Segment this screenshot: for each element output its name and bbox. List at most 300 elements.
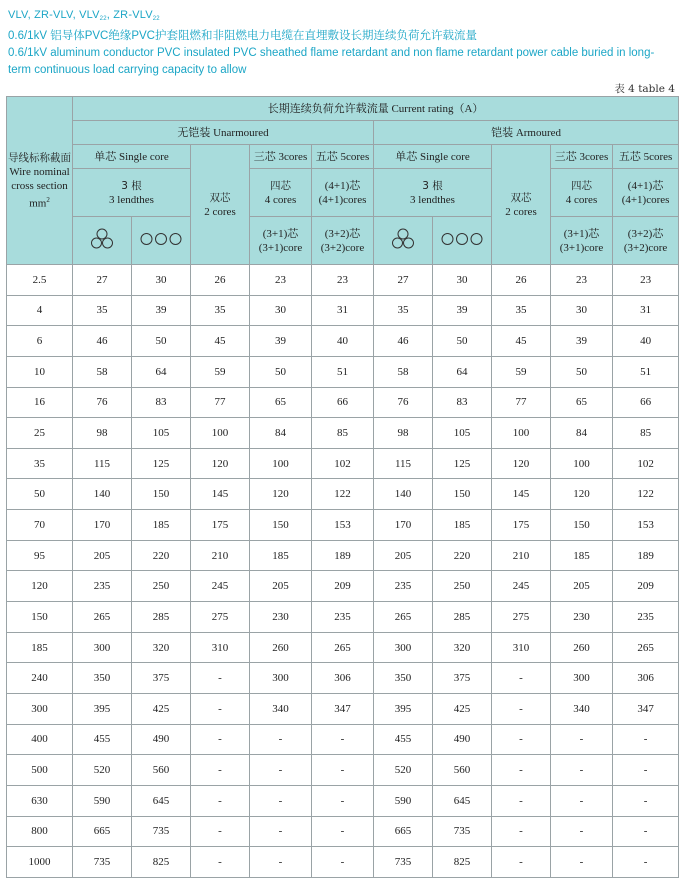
current-value-cell: 205 [374, 540, 433, 571]
table-row [7, 816, 679, 847]
current-value-cell: 189 [613, 540, 679, 571]
current-value-cell: 105 [433, 418, 492, 449]
trefoil-cables-icon [73, 217, 132, 265]
four-cores-cn: 四芯 [571, 179, 592, 192]
current-value-cell: 35 [492, 295, 551, 326]
table-row [7, 602, 679, 633]
current-value-cell: 300 [374, 632, 433, 663]
three-lengths-header [73, 169, 191, 217]
current-value-cell: - [551, 785, 613, 816]
current-value-cell: 30 [433, 265, 492, 296]
current-value-cell: 560 [132, 755, 191, 786]
table-row [7, 418, 679, 449]
cross-section-cell: 185 [7, 632, 73, 663]
three-plus-two-en: (3+2)core [623, 241, 668, 254]
current-value-cell: - [613, 847, 679, 878]
current-value-cell: 153 [312, 510, 374, 541]
current-value-cell: 235 [613, 602, 679, 633]
current-value-cell: 77 [191, 387, 250, 418]
current-value-cell: 175 [492, 510, 551, 541]
current-value-cell: - [613, 755, 679, 786]
current-value-cell: - [492, 663, 551, 694]
current-value-cell: - [312, 785, 374, 816]
current-value-cell: 58 [73, 356, 132, 387]
table-row [7, 540, 679, 571]
current-value-cell: 51 [312, 356, 374, 387]
current-value-cell: 205 [73, 540, 132, 571]
current-value-cell: - [191, 816, 250, 847]
current-value-cell: 50 [250, 356, 312, 387]
cross-section-cell: 500 [7, 755, 73, 786]
current-value-cell: 45 [191, 326, 250, 357]
two-cores-cn: 双芯 [510, 191, 532, 204]
current-value-cell: 30 [551, 295, 613, 326]
current-value-cell: 35 [73, 295, 132, 326]
current-value-cell: 23 [312, 265, 374, 296]
current-value-cell: 520 [374, 755, 433, 786]
current-value-cell: 185 [250, 540, 312, 571]
three-root-en: 3 lendthes [410, 193, 455, 206]
current-value-cell: - [551, 724, 613, 755]
armoured-header: 铠装 Armoured [374, 121, 679, 145]
cross-section-cell: 16 [7, 387, 73, 418]
current-value-cell: - [312, 816, 374, 847]
current-rating-header: 长期连续负荷允许载流量 Current rating（A） [73, 97, 679, 121]
three-plus-one-header [250, 217, 312, 265]
current-value-cell: 375 [433, 663, 492, 694]
current-value-cell: 40 [613, 326, 679, 357]
current-value-cell: 50 [132, 326, 191, 357]
current-value-cell: 425 [132, 693, 191, 724]
subtitle-english: 0.6/1kV aluminum conductor PVC insulated PVC sheathed flame retardant and non flame retardant power cable buried in long-term continuous load carrying capacity to allow [8, 47, 655, 76]
current-value-cell: 209 [613, 571, 679, 602]
current-value-cell: - [191, 847, 250, 878]
current-value-cell: 120 [551, 479, 613, 510]
three-plus-two-header [312, 217, 374, 265]
current-value-cell: 665 [73, 816, 132, 847]
single-core-header: 单芯 Single core [73, 145, 191, 169]
current-value-cell: 320 [132, 632, 191, 663]
current-value-cell: - [191, 693, 250, 724]
current-value-cell: 122 [613, 479, 679, 510]
current-value-cell: 46 [73, 326, 132, 357]
current-value-cell: 300 [551, 663, 613, 694]
current-value-cell: 275 [492, 602, 551, 633]
current-value-cell: 150 [132, 479, 191, 510]
unit-text: mm [29, 197, 47, 210]
current-value-cell: 230 [551, 602, 613, 633]
current-value-cell: - [492, 724, 551, 755]
current-value-cell: - [492, 693, 551, 724]
current-value-cell: 65 [551, 387, 613, 418]
unarmoured-header: 无铠装 Unarmoured [73, 121, 374, 145]
current-value-cell: 35 [374, 295, 433, 326]
current-value-cell: 490 [433, 724, 492, 755]
current-value-cell: 115 [374, 448, 433, 479]
current-value-cell: 250 [132, 571, 191, 602]
current-value-cell: 27 [73, 265, 132, 296]
current-value-cell: 520 [73, 755, 132, 786]
current-value-cell: 50 [433, 326, 492, 357]
table-row [7, 693, 679, 724]
cross-section-cell: 70 [7, 510, 73, 541]
current-value-cell: - [312, 724, 374, 755]
current-value-cell: 35 [191, 295, 250, 326]
current-value-cell: 825 [132, 847, 191, 878]
two-cores-header [492, 145, 551, 265]
cross-section-en: cross section [11, 179, 68, 192]
three-root-cn: 3 根 [121, 179, 142, 192]
current-value-cell: 40 [312, 326, 374, 357]
current-value-cell: 347 [312, 693, 374, 724]
flat-cables-icon [433, 217, 492, 265]
current-value-cell: 170 [374, 510, 433, 541]
title-part: VLV, ZR-VLV, VLV [8, 9, 100, 21]
current-value-cell: 170 [73, 510, 132, 541]
current-value-cell: 45 [492, 326, 551, 357]
current-value-cell: 120 [191, 448, 250, 479]
title-part: , ZR-VLV [106, 9, 153, 21]
cross-section-cell: 95 [7, 540, 73, 571]
current-value-cell: 145 [191, 479, 250, 510]
current-value-cell: - [613, 724, 679, 755]
current-value-cell: 84 [551, 418, 613, 449]
current-value-cell: 265 [613, 632, 679, 663]
current-value-cell: - [250, 785, 312, 816]
current-value-cell: 425 [433, 693, 492, 724]
current-value-cell: 105 [132, 418, 191, 449]
current-value-cell: 23 [613, 265, 679, 296]
current-value-cell: 83 [433, 387, 492, 418]
current-value-cell: 350 [374, 663, 433, 694]
cross-section-cell: 6 [7, 326, 73, 357]
five-cores-header: 五芯 5cores [613, 145, 679, 169]
cross-section-unit [7, 193, 72, 211]
cross-section-cn: 导线标称截面 [8, 151, 71, 164]
current-value-cell: 98 [73, 418, 132, 449]
table-row [7, 724, 679, 755]
current-value-cell: 26 [492, 265, 551, 296]
current-value-cell: - [191, 724, 250, 755]
current-value-cell: 140 [73, 479, 132, 510]
current-value-cell: 395 [73, 693, 132, 724]
current-value-cell: 76 [374, 387, 433, 418]
four-cores-header [551, 169, 613, 217]
current-value-cell: 285 [433, 602, 492, 633]
current-value-cell: 64 [132, 356, 191, 387]
current-value-cell: 58 [374, 356, 433, 387]
title-subscript: 22 [99, 16, 107, 22]
table-row [7, 265, 679, 296]
table-row [7, 387, 679, 418]
current-value-cell: 102 [312, 448, 374, 479]
current-value-cell: - [551, 755, 613, 786]
current-value-cell: 310 [492, 632, 551, 663]
flat-cables-icon [132, 217, 191, 265]
current-value-cell: 51 [613, 356, 679, 387]
cross-section-cell: 240 [7, 663, 73, 694]
current-value-cell: 100 [250, 448, 312, 479]
cross-section-cell: 800 [7, 816, 73, 847]
current-value-cell: 65 [250, 387, 312, 418]
current-value-cell: - [312, 755, 374, 786]
current-value-cell: 39 [250, 326, 312, 357]
three-plus-two-cn: (3+2)芯 [324, 227, 361, 240]
current-value-cell: - [191, 663, 250, 694]
current-value-cell: 220 [132, 540, 191, 571]
table-number: 表 4 table 4 [614, 83, 675, 95]
current-value-cell: 85 [613, 418, 679, 449]
current-value-cell: 250 [433, 571, 492, 602]
current-value-cell: 122 [312, 479, 374, 510]
current-value-cell: 27 [374, 265, 433, 296]
table-body [7, 265, 679, 878]
two-cores-cn: 双芯 [209, 191, 231, 204]
current-value-cell: 235 [374, 571, 433, 602]
cross-section-cell: 150 [7, 602, 73, 633]
current-value-cell: - [250, 724, 312, 755]
current-value-cell: - [492, 755, 551, 786]
current-value-cell: 39 [433, 295, 492, 326]
current-value-cell: 23 [551, 265, 613, 296]
current-value-cell: 220 [433, 540, 492, 571]
current-value-cell: 455 [374, 724, 433, 755]
current-value-cell: 665 [374, 816, 433, 847]
three-cores-header: 三芯 3cores [551, 145, 613, 169]
table-row [7, 448, 679, 479]
current-value-cell: - [551, 847, 613, 878]
current-value-cell: - [492, 816, 551, 847]
current-value-cell: 300 [73, 632, 132, 663]
current-value-cell: 230 [250, 602, 312, 633]
current-value-cell: 140 [374, 479, 433, 510]
current-value-cell: 306 [613, 663, 679, 694]
current-value-cell: 210 [492, 540, 551, 571]
current-value-cell: 66 [312, 387, 374, 418]
current-value-cell: 245 [191, 571, 250, 602]
four-cores-cn: 四芯 [270, 179, 291, 192]
current-value-cell: 285 [132, 602, 191, 633]
current-value-cell: 265 [312, 632, 374, 663]
current-value-cell: 26 [191, 265, 250, 296]
current-value-cell: 260 [551, 632, 613, 663]
current-value-cell: 490 [132, 724, 191, 755]
current-value-cell: 125 [433, 448, 492, 479]
current-value-cell: 150 [433, 479, 492, 510]
table-row [7, 785, 679, 816]
cross-section-cell: 630 [7, 785, 73, 816]
three-cores-header: 三芯 3cores [250, 145, 312, 169]
subtitle-chinese: 0.6/1kV 铝导体PVC绝缘PVC护套阻燃和非阻燃电力电缆在直埋敷设长期连续负荷允许载流量 [8, 30, 477, 42]
three-plus-two-header [613, 217, 679, 265]
current-value-cell: - [551, 816, 613, 847]
three-plus-two-en: (3+2)core [320, 241, 365, 254]
three-root-en: 3 lendthes [109, 193, 154, 206]
current-value-cell: 235 [312, 602, 374, 633]
cross-section-en: Wire nominal [9, 165, 70, 178]
table-row [7, 510, 679, 541]
current-value-cell: 560 [433, 755, 492, 786]
three-plus-one-en: (3+1)core [559, 241, 604, 254]
four-plus-one-en: (4+1)cores [318, 193, 367, 206]
current-value-cell: 395 [374, 693, 433, 724]
current-value-cell: 115 [73, 448, 132, 479]
current-value-cell: 125 [132, 448, 191, 479]
cross-section-cell: 10 [7, 356, 73, 387]
current-value-cell: 347 [613, 693, 679, 724]
cross-section-cell: 300 [7, 693, 73, 724]
current-value-cell: 59 [191, 356, 250, 387]
current-value-cell: 590 [73, 785, 132, 816]
current-value-cell: 150 [250, 510, 312, 541]
current-value-cell: - [250, 847, 312, 878]
current-value-cell: 590 [374, 785, 433, 816]
current-value-cell: 245 [492, 571, 551, 602]
current-value-cell: 83 [132, 387, 191, 418]
current-value-cell: 735 [374, 847, 433, 878]
four-cores-en: 4 cores [565, 193, 598, 206]
current-value-cell: 64 [433, 356, 492, 387]
current-value-cell: 265 [73, 602, 132, 633]
current-value-cell: 120 [250, 479, 312, 510]
four-cores-header [250, 169, 312, 217]
cross-section-cell: 400 [7, 724, 73, 755]
current-value-cell: - [613, 785, 679, 816]
three-plus-one-cn: (3+1)芯 [262, 227, 299, 240]
current-value-cell: - [250, 755, 312, 786]
current-value-cell: 153 [613, 510, 679, 541]
table-row [7, 295, 679, 326]
current-value-cell: 185 [551, 540, 613, 571]
current-value-cell: 735 [73, 847, 132, 878]
current-value-cell: 645 [433, 785, 492, 816]
current-value-cell: - [191, 755, 250, 786]
current-value-cell: 340 [551, 693, 613, 724]
current-value-cell: 375 [132, 663, 191, 694]
four-plus-one-cn: (4+1)芯 [627, 179, 664, 192]
trefoil-cables-icon [374, 217, 433, 265]
current-rating-table [6, 96, 679, 878]
current-value-cell: 645 [132, 785, 191, 816]
current-value-cell: 100 [551, 448, 613, 479]
table-row [7, 755, 679, 786]
current-value-cell: 100 [492, 418, 551, 449]
current-value-cell: 265 [374, 602, 433, 633]
current-value-cell: 735 [433, 816, 492, 847]
current-value-cell: - [492, 847, 551, 878]
cross-section-cell: 35 [7, 448, 73, 479]
current-value-cell: 275 [191, 602, 250, 633]
current-value-cell: 50 [551, 356, 613, 387]
two-cores-en: 2 cores [505, 205, 537, 218]
current-value-cell: 145 [492, 479, 551, 510]
unit-superscript: 2 [46, 195, 50, 204]
current-value-cell: 77 [492, 387, 551, 418]
current-value-cell: 185 [433, 510, 492, 541]
two-cores-header [191, 145, 250, 265]
four-plus-one-header [613, 169, 679, 217]
table-row [7, 326, 679, 357]
three-plus-two-cn: (3+2)芯 [627, 227, 664, 240]
table-row [7, 663, 679, 694]
current-value-cell: 30 [250, 295, 312, 326]
document-header [8, 6, 677, 79]
table-row [7, 632, 679, 663]
current-value-cell: 340 [250, 693, 312, 724]
current-value-cell: 260 [250, 632, 312, 663]
five-cores-header: 五芯 5cores [312, 145, 374, 169]
current-value-cell: 825 [433, 847, 492, 878]
current-value-cell: 310 [191, 632, 250, 663]
single-core-header: 单芯 Single core [374, 145, 492, 169]
four-plus-one-header [312, 169, 374, 217]
current-value-cell: 150 [551, 510, 613, 541]
current-value-cell: 66 [613, 387, 679, 418]
current-value-cell: 100 [191, 418, 250, 449]
current-value-cell: 306 [312, 663, 374, 694]
table-row [7, 571, 679, 602]
table-row [7, 847, 679, 878]
current-value-cell: - [312, 847, 374, 878]
current-value-cell: 455 [73, 724, 132, 755]
table-row [7, 479, 679, 510]
current-value-cell: 205 [250, 571, 312, 602]
current-value-cell: 175 [191, 510, 250, 541]
table-row [7, 356, 679, 387]
current-value-cell: 98 [374, 418, 433, 449]
current-value-cell: 120 [492, 448, 551, 479]
three-root-cn: 3 根 [422, 179, 443, 192]
current-value-cell: 84 [250, 418, 312, 449]
cross-section-cell: 25 [7, 418, 73, 449]
cross-section-cell: 4 [7, 295, 73, 326]
four-cores-en: 4 cores [264, 193, 297, 206]
current-value-cell: 320 [433, 632, 492, 663]
current-value-cell: 235 [73, 571, 132, 602]
cross-section-cell: 50 [7, 479, 73, 510]
cross-section-header [7, 97, 73, 265]
cross-section-cell: 1000 [7, 847, 73, 878]
current-value-cell: 210 [191, 540, 250, 571]
two-cores-en: 2 cores [204, 205, 236, 218]
current-value-cell: 189 [312, 540, 374, 571]
current-value-cell: 23 [250, 265, 312, 296]
three-plus-one-header [551, 217, 613, 265]
cross-section-cell: 120 [7, 571, 73, 602]
current-value-cell: 39 [551, 326, 613, 357]
three-lengths-header [374, 169, 492, 217]
title-subscript: 22 [152, 16, 160, 22]
current-value-cell: 209 [312, 571, 374, 602]
cross-section-cell: 2.5 [7, 265, 73, 296]
current-value-cell: 31 [613, 295, 679, 326]
current-value-cell: - [191, 785, 250, 816]
current-value-cell: 300 [250, 663, 312, 694]
current-value-cell: 46 [374, 326, 433, 357]
four-plus-one-en: (4+1)cores [621, 193, 670, 206]
three-plus-one-en: (3+1)core [258, 241, 303, 254]
current-value-cell: 39 [132, 295, 191, 326]
cable-type-title [8, 6, 677, 28]
current-value-cell: - [613, 816, 679, 847]
current-value-cell: - [250, 816, 312, 847]
current-value-cell: 59 [492, 356, 551, 387]
current-value-cell: 31 [312, 295, 374, 326]
current-value-cell: 205 [551, 571, 613, 602]
current-value-cell: 102 [613, 448, 679, 479]
four-plus-one-cn: (4+1)芯 [324, 179, 361, 192]
current-value-cell: 350 [73, 663, 132, 694]
